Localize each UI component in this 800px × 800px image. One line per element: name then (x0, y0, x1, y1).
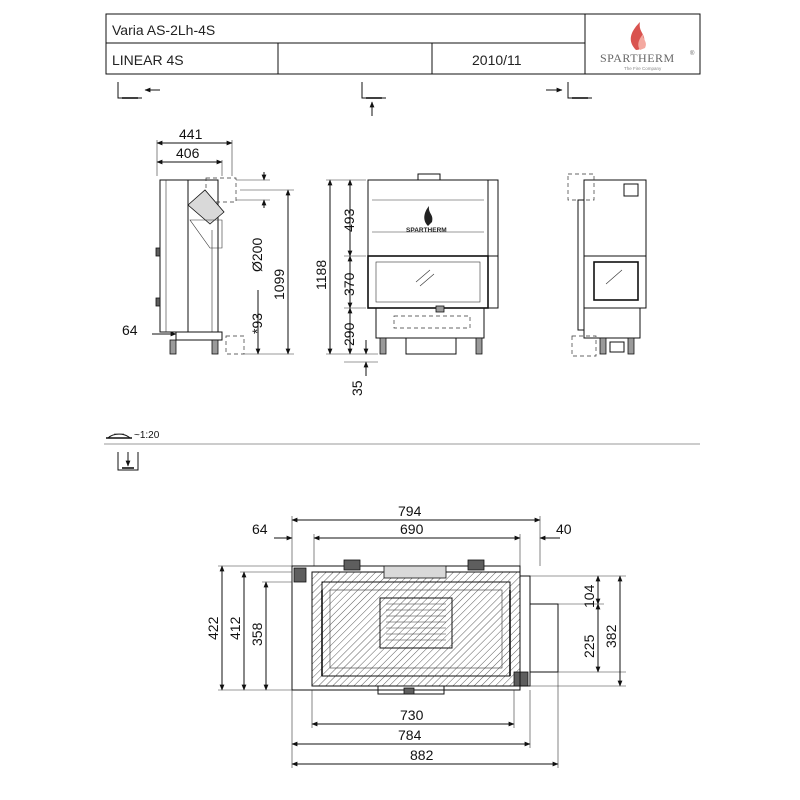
dim-front-290: 290 (341, 322, 357, 346)
dim-front-493: 493 (341, 208, 357, 232)
dim-flue-height: 1099 (271, 268, 287, 300)
dim-plan-104: 104 (581, 584, 597, 608)
product-name: LINEAR 4S (112, 52, 184, 68)
side-view (122, 126, 294, 354)
front-logo: SPARTHERM (406, 227, 447, 234)
dim-plan-64: 64 (252, 521, 268, 537)
logo-trademark: ® (690, 51, 695, 57)
dim-plan-382: 382 (603, 624, 619, 648)
front-view-indicator (362, 82, 386, 116)
dim-plan-882: 882 (410, 747, 434, 763)
front-view (313, 174, 498, 396)
scale-indicator (106, 430, 160, 441)
left-view-indicator (118, 82, 160, 98)
dim-side-64: 64 (122, 322, 138, 338)
logo-tagline: The Fire Company (624, 66, 662, 71)
dim-plan-358: 358 (249, 622, 265, 646)
plan-view (205, 503, 626, 768)
dim-plan-412: 412 (227, 616, 243, 640)
dim-side-406: 406 (176, 145, 200, 161)
dim-plan-794: 794 (398, 503, 422, 519)
dim-plan-225: 225 (581, 634, 597, 658)
logo-wordmark: SPARTHERM (600, 51, 675, 65)
dim-plan-730: 730 (400, 707, 424, 723)
dim-front-1188: 1188 (313, 259, 329, 290)
dim-plan-690: 690 (400, 521, 424, 537)
spartherm-logo (600, 22, 695, 71)
dim-flue-diameter: Ø200 (249, 237, 265, 272)
plan-view-indicator (118, 452, 138, 470)
dim-front-370: 370 (341, 272, 357, 296)
dim-side-441: 441 (179, 126, 203, 142)
dim-plan-422: 422 (205, 616, 221, 640)
right-view-indicator (546, 82, 592, 98)
title-block (106, 14, 700, 74)
dim-plan-40: 40 (556, 521, 572, 537)
dim-plan-784: 784 (398, 727, 422, 743)
right-side-view (568, 174, 646, 356)
revision-date: 2010/11 (472, 52, 522, 68)
front-flame-icon (424, 206, 432, 226)
dim-side-star: *93 (249, 312, 265, 334)
scale-label: ~1:20 (134, 430, 160, 441)
model-name: Varia AS-2Lh-4S (112, 22, 216, 38)
dim-front-35: 35 (349, 380, 365, 396)
